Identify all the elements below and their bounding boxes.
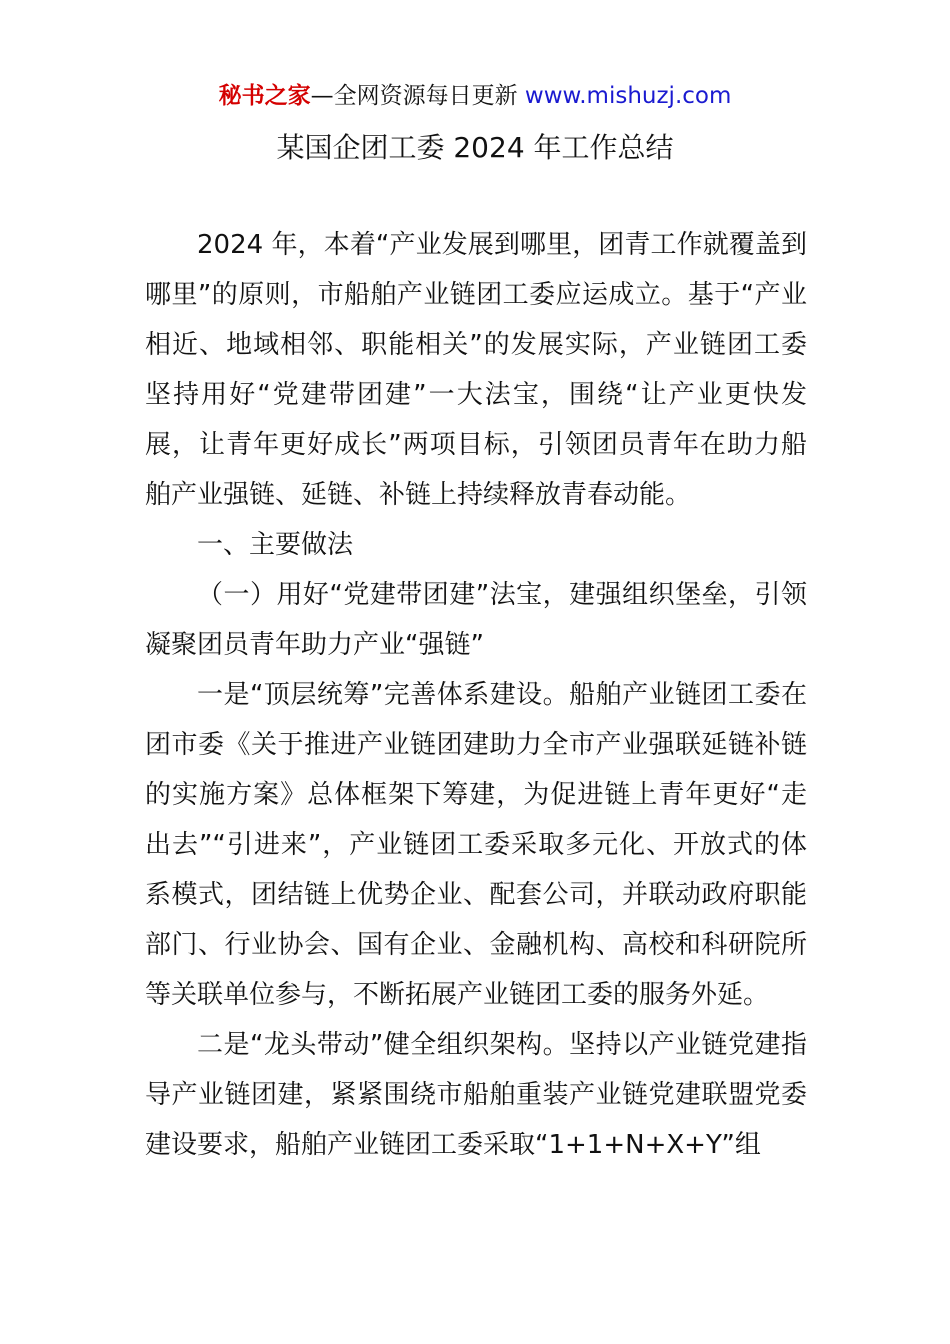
intro-paragraph: 2024 年，本着“产业发展到哪里，团青工作就覆盖到哪里”的原则，市船舶产业链团工委应运成立。基于“产业相近、地域相邻、职能相关”的发展实际，产业链团工委坚持用好“党建带团建”一大法宝，围绕“让产业更快发展，让青年更好成长”两项目标，引领团员青年在助力船舶产业强链、延链、补链上持续释放青春动能。	[145, 230, 807, 510]
site-tagline: —全网资源每日更新	[310, 83, 525, 109]
body-paragraph: 二是“龙头带动”健全组织架构。坚持以产业链党建指导产业链团建，紧紧围绕市船舶重装产业链党建联盟党委建设要求，船舶产业链团工委采取“1+1+N+X+Y”组	[145, 1030, 807, 1160]
body-paragraph: 一是“顶层统筹”完善体系建设。船舶产业链团工委在团市委《关于推进产业链团建助力全市产业强联延链补链的实施方案》总体框架下筹建，为促进链上青年更好“走出去”“引进来”，产业链团工委采取多元化、开放式的体系模式，团结链上优势企业、配套公司，并联动政府职能部门、行业协会、国有企业、金融机构、高校和科研院所等关联单位参与，不断拓展产业链团工委的服务外延。	[145, 680, 807, 1010]
subsection-heading: （一）用好“党建带团建”法宝，建强组织堡垒，引领凝聚团员青年助力产业“强链”	[145, 580, 807, 660]
document-title: 某国企团工委 2024 年工作总结	[276, 131, 674, 164]
site-header	[0, 80, 950, 112]
document-body	[145, 220, 807, 1170]
site-url-link[interactable]: www.mishuzj.com	[524, 83, 732, 109]
site-brand: 秘书之家	[218, 83, 311, 109]
section-heading: 一、主要做法	[197, 530, 354, 560]
